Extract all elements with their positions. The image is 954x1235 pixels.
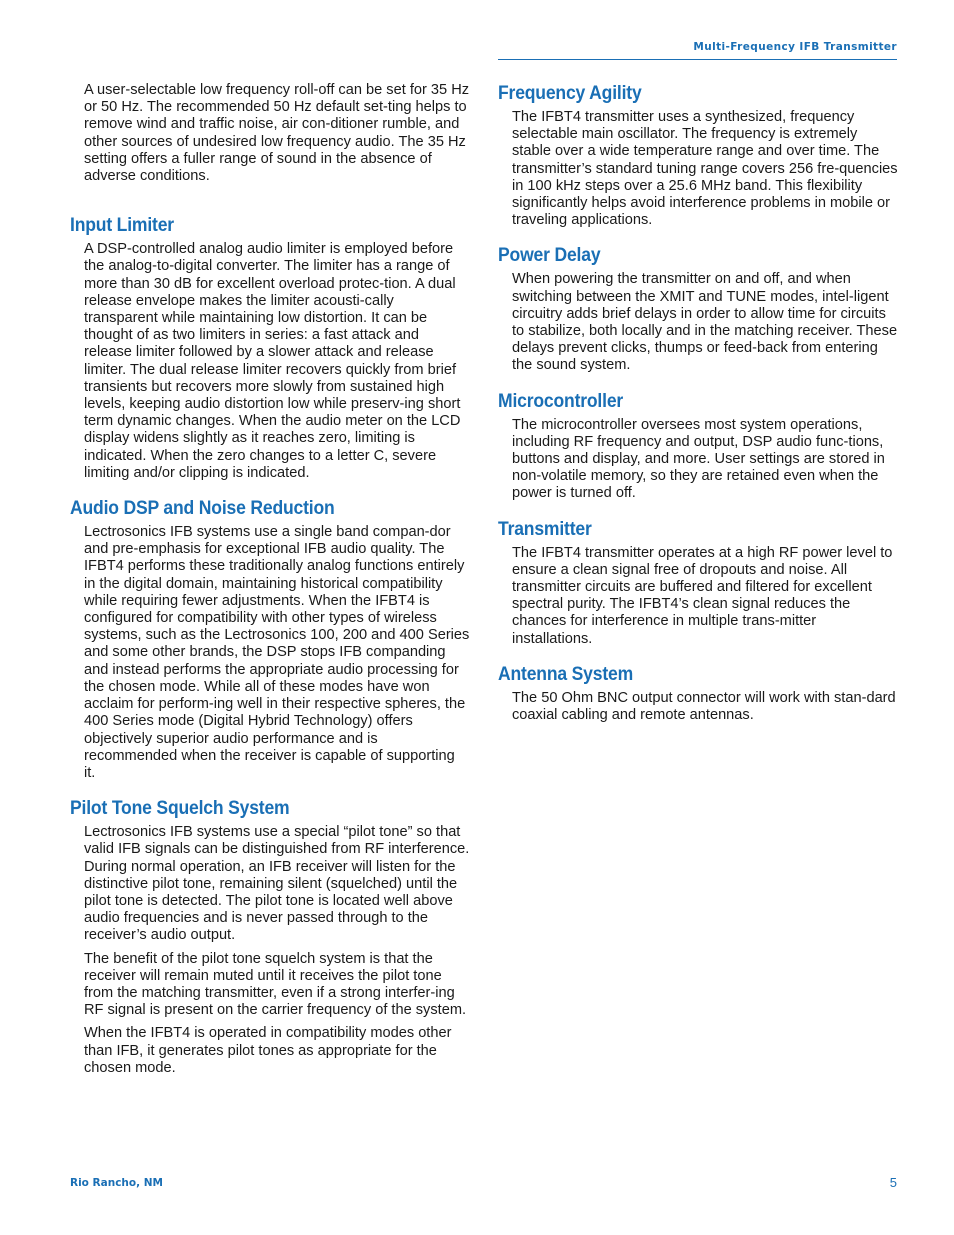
intro-paragraph: A user-selectable low frequency roll-off can be set for 35 Hz or 50 Hz. The recommended 50 Hz default set-ting helps to remove wind and traffic noise, air con-ditioner rumble, and other sources of undesired low frequency audio. The 35 Hz setting offers a fuller range of sound in the absence of adverse conditions. xyxy=(84,82,470,185)
section-heading: Power Delay xyxy=(498,244,601,267)
header-rule xyxy=(498,59,897,60)
section-heading: Frequency Agility xyxy=(498,82,642,104)
paragraph: The IFBT4 transmitter operates at a high RF power level to ensure a clean signal free of dropouts and noise. All transmitter circuits are buffered and filtered for excellent spectral purity. The IFBT4’s clean signal reduces the chances for interference in multiple trans-mitter installations. xyxy=(512,544,893,647)
paragraph: When powering the transmitter on and off, and when switching between the XMIT and TUNE modes, intel-ligent circuitry adds brief delays in order to allow time for circuits to stabilize, both locally and in the matching receiver. These delays prevent clicks, thumps or feed-back from entering the sound system. xyxy=(512,271,898,374)
running-header-title: Multi-Frequency IFB Transmitter xyxy=(693,41,897,53)
paragraph: Lectrosonics IFB systems use a special “pilot tone” so that valid IFB signals can be distinguished from RF interference. During normal operation, an IFB receiver will listen for the distinctive pilot tone, remaining silent (squelched) until the pilot tone is detected. The pilot tone is located well above audio frequencies and is never passed through to the receiver’s audio output. xyxy=(84,824,470,944)
section-heading: Audio DSP and Noise Reduction xyxy=(70,497,335,520)
left-column xyxy=(70,82,470,1092)
section-heading: Antenna System xyxy=(498,662,633,685)
paragraph: The microcontroller oversees most system operations, including RF frequency and output, DSP audio func-tions, buttons and display, and more. User settings are stored in non-volatile memory, so they are retained even when the power is turned off. xyxy=(512,416,885,502)
section-antenna-system xyxy=(498,663,898,724)
section-power-delay xyxy=(498,244,898,374)
paragraph: The benefit of the pilot tone squelch system is that the receiver will remain muted until it receives the pilot tone from the matching transmitter, even if a strong interfer-ing RF signal is present on the carrier frequency of the system. xyxy=(84,950,467,1019)
section-transmitter xyxy=(498,518,898,648)
paragraph: Lectrosonics IFB systems use a single band compan-dor and pre-emphasis for exceptional IFB audio quality. The IFBT4 performs these traditionally analog functions entirely in the digital domain, maintaining historical compatibility while requiring fewer adjustments. When the IFBT4 is configured for compatibility with other types of wireless systems, such as the Lectrosonics 100, 200 and 400 Series and some other brands, the DSP stops IFB companding and instead performs the appropriate audio processing for the chosen mode. While all of these modes have won acclaim for perform-ing well in their respective spheres, the 400 Series mode (Digital Hybrid Technology) offers objectively superior audio performance and is recommended when the receiver is capable of supporting it. xyxy=(84,524,470,781)
section-frequency-agility xyxy=(498,82,898,229)
intro-section xyxy=(70,82,470,185)
section-pilot-tone xyxy=(70,797,470,1077)
paragraph: A DSP-controlled analog audio limiter is employed before the analog-to-digital converter. The limiter has a range of more than 30 dB for excellent overload protec-tion. A dual release envelope makes the limiter acousti-cally transparent while maintaining low distortion. It can be thought of as two limiters in series: a fast attack and release limiter followed by a slower attack and release limiter. The dual release limiter recovers quickly from brief transients but recovers more slowly from sustained high levels, keeping audio distortion low while preserv-ing short term dynamic changes. When the audio meter on the LCD display widens slightly as it reaches zero, limiting is indicated. When the zero changes to a letter C, severe limiting and/or clipping is indicated. xyxy=(84,241,461,481)
section-heading: Input Limiter xyxy=(70,214,174,237)
section-heading: Transmitter xyxy=(498,517,592,540)
section-audio-dsp xyxy=(70,497,470,782)
section-microcontroller xyxy=(498,390,898,503)
section-heading: Pilot Tone Squelch System xyxy=(70,797,290,820)
page-number: 5 xyxy=(889,1175,897,1190)
section-heading: Microcontroller xyxy=(498,389,624,412)
footer-location: Rio Rancho, NM xyxy=(70,1177,163,1189)
section-input-limiter xyxy=(70,214,470,482)
paragraph: The 50 Ohm BNC output connector will work with stan-dard coaxial cabling and remote antennas. xyxy=(512,689,896,724)
paragraph: When the IFBT4 is operated in compatibility modes other than IFB, it generates pilot tones as appropriate for the chosen mode. xyxy=(84,1025,452,1076)
paragraph: The IFBT4 transmitter uses a synthesized, frequency selectable main oscillator. The frequency is extremely stable over a wide temperature range and over time. The transmitter’s standard tuning range covers 256 fre-quencies in 100 kHz steps over a 25.6 MHz band. This flexibility significantly helps avoid interference problems in mobile or traveling applications. xyxy=(512,109,898,229)
right-column xyxy=(498,82,898,739)
